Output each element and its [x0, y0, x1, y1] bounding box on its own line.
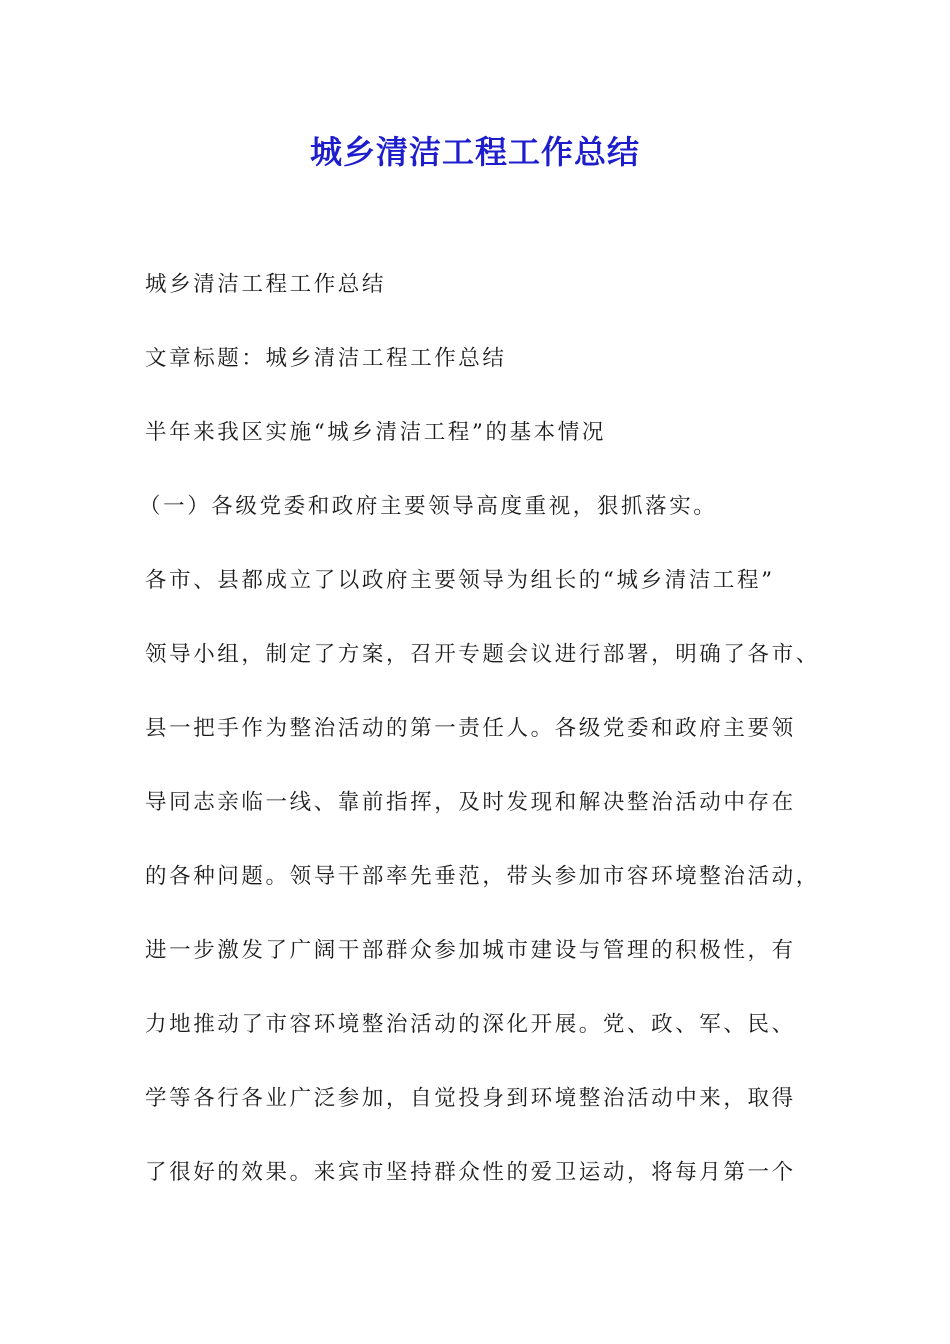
- body-line-paragraph: 导同志亲临一线、靠前指挥，及时发现和解决整治活动中存在: [145, 790, 796, 815]
- body-line-paragraph: 的各种问题。领导干部率先垂范，带头参加市容环境整治活动，: [145, 864, 820, 889]
- body-line-paragraph: 了很好的效果。来宾市坚持群众性的爱卫运动，将每月第一个: [145, 1160, 796, 1185]
- body-line-subsection-heading: （一）各级党委和政府主要领导高度重视，狠抓落实。: [139, 494, 718, 519]
- body-line-subtitle: 城乡清洁工程工作总结: [145, 272, 387, 297]
- body-line-paragraph: 力地推动了市容环境整治活动的深化开展。党、政、军、民、: [145, 1012, 796, 1037]
- document-title: 城乡清洁工程工作总结: [309, 133, 640, 171]
- body-line-paragraph: 学等各行各业广泛参加，自觉投身到环境整治活动中来，取得: [145, 1086, 796, 1111]
- body-line-section-heading: 半年来我区实施“城乡清洁工程”的基本情况: [145, 420, 606, 445]
- document-body: [139, 266, 825, 1228]
- body-line-paragraph: 各市、县都成立了以政府主要领导为组长的“城乡清洁工程”: [145, 568, 775, 593]
- body-line-paragraph: 领导小组，制定了方案，召开专题会议进行部署，明确了各市、: [145, 642, 820, 667]
- body-line-paragraph: 县一把手作为整治活动的第一责任人。各级党委和政府主要领: [145, 716, 796, 741]
- body-line-article-title: 文章标题：城乡清洁工程工作总结: [145, 346, 507, 371]
- body-line-paragraph: 进一步激发了广阔干部群众参加城市建设与管理的积极性，有: [145, 938, 796, 963]
